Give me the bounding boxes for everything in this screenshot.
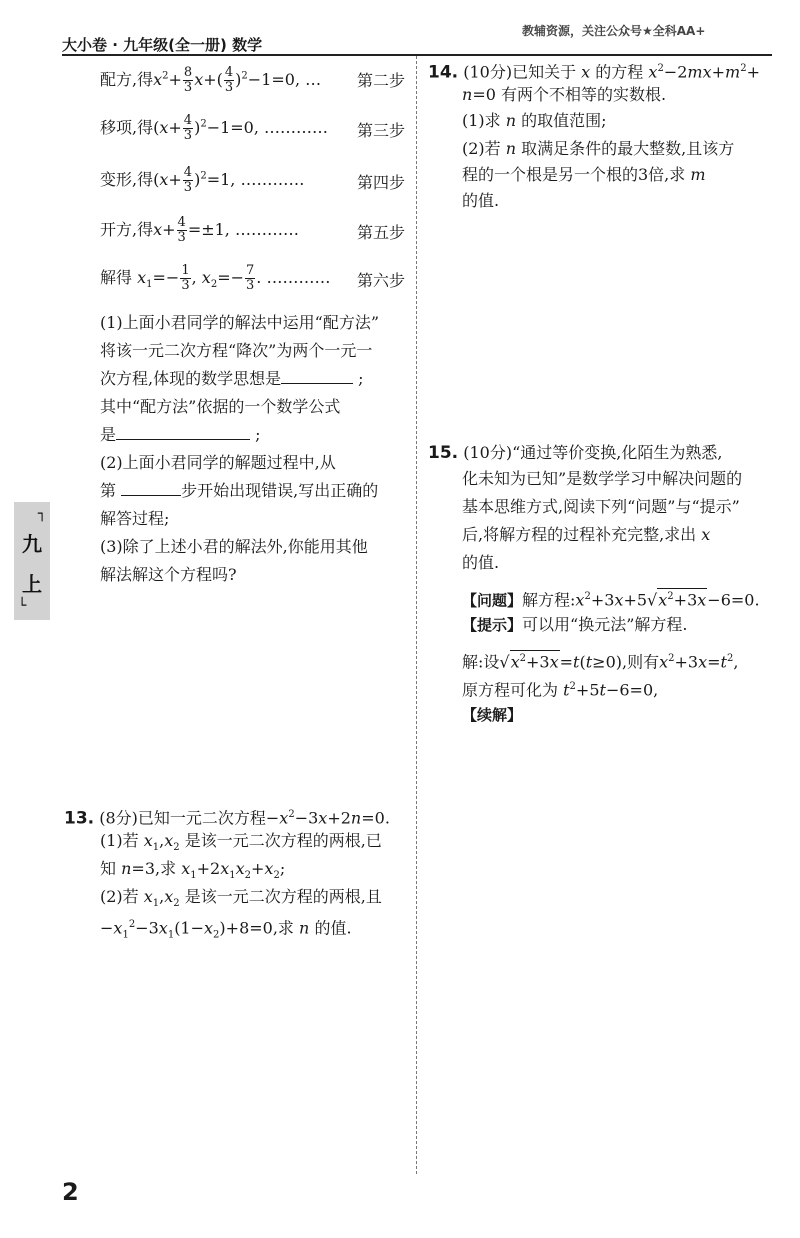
q13-stem: 13. (8分)已知一元二次方程$-x^2-3x+2n=0$. xyxy=(64,808,390,829)
step-label: 第六步 xyxy=(357,271,406,290)
q13-part2-line2: $-x_1^2-3x_1(1-x_2)+8=0$,求 n 的值. xyxy=(100,918,352,941)
q12-part2-line2: 第 步开始出现错误,写出正确的 xyxy=(100,481,379,500)
side-tab-top: 九 xyxy=(22,532,42,556)
q14-part2-line2: 程的一个根是另一个根的3倍,求 m xyxy=(462,165,706,184)
book-title: 大小卷 · 九年级(全一册) 数学 xyxy=(62,36,263,54)
problem-tag: 【问题】 xyxy=(462,591,523,610)
step-label: 第三步 xyxy=(357,121,406,140)
sqrt-symbol: √ xyxy=(499,652,510,672)
q12-part3-line2: 解法解这个方程吗? xyxy=(100,565,237,584)
q12-step4: 变形,得(x+ $\frac{4}{3}$ )$^2$=1, ………… xyxy=(100,165,305,195)
q12-part2-line1: (2)上面小君同学的解题过程中,从 xyxy=(100,453,336,472)
q14-stem: 14. (10分)已知关于 x 的方程 $x^2-2mx+m^2+$ xyxy=(428,62,760,83)
sqrt-symbol: √ xyxy=(647,590,658,610)
q15-stem-line3: 基本思维方式,阅读下列“问题”与“提示” xyxy=(462,497,740,516)
column-divider xyxy=(416,56,417,1174)
bracket-top: ┐ xyxy=(38,506,47,522)
q12-step6: 解得 $x_1=-$ $\frac{1}{3}$ , $x_2=-$ $\frac{7}{3}$ . ………… xyxy=(100,263,331,293)
side-tab-bottom: 上 xyxy=(22,572,42,596)
q13-part1-line2: 知 n=3,求 $x_1+2x_1x_2+x_2$; xyxy=(100,859,286,882)
q12-part3-line1: (3)除了上述小君的解法外,你能用其他 xyxy=(100,537,368,556)
q12-step2: 配方,得$x^2+$ $\frac{8}{3}$ x+( $\frac{4}{3}$ )$^2$−1=0, … xyxy=(100,65,322,95)
question-number: 15. xyxy=(428,443,459,463)
step-label: 第五步 xyxy=(357,223,406,242)
bracket-bottom: └ xyxy=(18,598,27,614)
q13-part1-line1: (1)若 $x_1,x_2$ 是该一元二次方程的两根,已 xyxy=(100,831,382,854)
q15-solution-line2: 原方程可化为 $t^2+5t-6=0$, xyxy=(462,680,659,700)
answer-blank[interactable] xyxy=(281,369,353,384)
q12-part1-line1: (1)上面小君同学的解法中运用“配方法” xyxy=(100,313,380,332)
continue-tag: 【续解】 xyxy=(462,706,523,724)
answer-blank[interactable] xyxy=(121,481,181,496)
q14-stem-line2: n=0 有两个不相等的实数根. xyxy=(462,85,667,104)
fraction: $\frac{4}{3}$ xyxy=(224,65,234,95)
question-number: 14. xyxy=(428,62,459,83)
q15-stem-line1: 15. (10分)“通过等价变换,化陌生为熟悉, xyxy=(428,443,723,463)
page-number: 2 xyxy=(62,1178,79,1206)
q15-continue xyxy=(462,704,522,726)
q12-part1-line2: 将该一元二次方程“降次”为两个一元一 xyxy=(100,341,373,360)
q14-part1: (1)求 n 的取值范围; xyxy=(462,111,607,130)
answer-blank[interactable] xyxy=(116,425,250,440)
q15-stem-line4: 后,将解方程的过程补充完整,求出 x xyxy=(462,525,711,544)
q15-stem-line2: 化未知为已知”是数学学习中解决问题的 xyxy=(462,469,743,488)
q15-stem-line5: 的值. xyxy=(462,553,500,572)
q12-part1-line3: 次方程,体现的数学思想是 ; xyxy=(100,369,364,388)
promo-text: 教辅资源，关注公众号★全科AA+ xyxy=(522,24,706,38)
q12-part1-line4: 其中“配方法”依据的一个数学公式 xyxy=(100,397,341,416)
q15-hint: 【提示】可以用“换元法”解方程. xyxy=(462,615,688,634)
step-label: 第二步 xyxy=(357,71,406,90)
q15-problem: 【问题】解方程$:x^2+3x+5√x^2+3x-6=0$. xyxy=(462,586,760,611)
q15-solution-line1: 解:设$√x^2+3x=t(t\ge 0)$,则有$x^2+3x=t^2$, xyxy=(462,648,738,673)
hint-tag: 【提示】 xyxy=(462,616,523,634)
q12-part1-line5: 是 ; xyxy=(100,425,261,444)
fraction: $\frac{8}{3}$ xyxy=(183,65,193,95)
question-number: 13. xyxy=(64,808,95,829)
q13-part2-line1: (2)若 $x_1,x_2$ 是该一元二次方程的两根,且 xyxy=(100,887,382,910)
q14-part2-line3: 的值. xyxy=(462,191,500,210)
q12-step5: 开方,得x+ $\frac{4}{3}$ =±1, ………… xyxy=(100,215,299,245)
side-tab xyxy=(14,502,50,620)
q12-step3: 移项,得(x+ $\frac{4}{3}$ )$^2$−1=0, ………… xyxy=(100,113,329,143)
q14-part2-line1: (2)若 n 取满足条件的最大整数,且该方 xyxy=(462,139,735,158)
step-label: 第四步 xyxy=(357,173,406,192)
q12-part2-line3: 解答过程; xyxy=(100,509,170,528)
header-rule xyxy=(62,54,772,56)
